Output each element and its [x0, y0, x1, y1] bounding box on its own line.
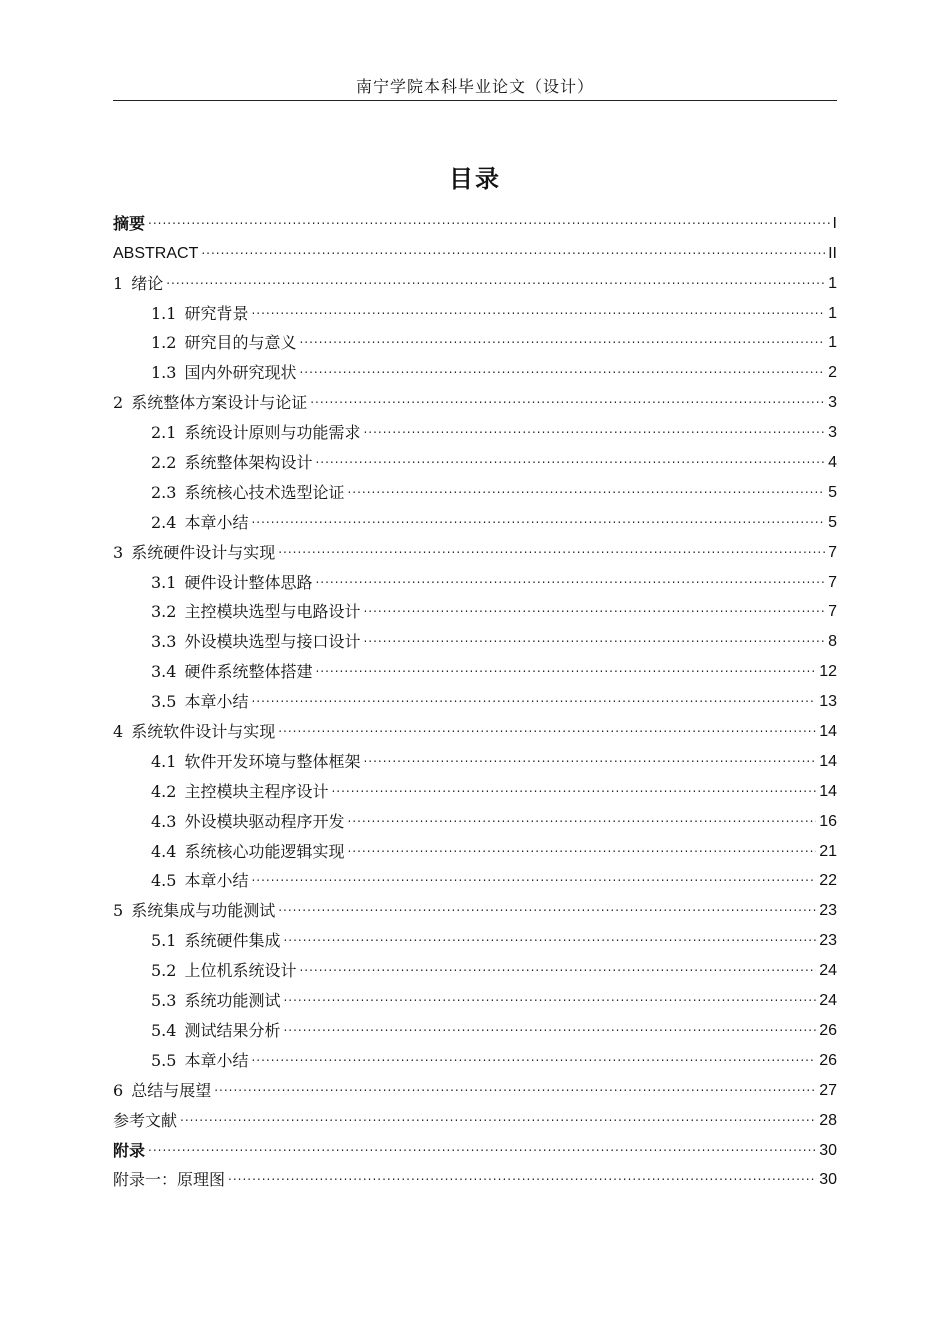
toc-leader-dots — [310, 389, 825, 409]
toc-entry[interactable] — [113, 473, 837, 503]
toc-entry[interactable] — [113, 383, 837, 413]
toc-entry[interactable] — [113, 682, 837, 712]
toc-entry[interactable] — [113, 593, 837, 623]
toc-entry[interactable] — [113, 324, 837, 354]
toc-entry-label — [151, 662, 312, 682]
toc-entry-page: 27 — [819, 1081, 837, 1099]
toc-leader-dots — [278, 897, 816, 917]
toc-entry-page: 7 — [828, 603, 837, 621]
toc-entry-page: 3 — [828, 424, 837, 442]
toc-entry-title: 附录 — [113, 1140, 146, 1160]
toc-entry[interactable] — [113, 981, 837, 1011]
toc-leader-dots — [214, 1077, 816, 1097]
toc-entry-page: 23 — [819, 932, 837, 950]
toc-entry-title: 系统整体架构设计 — [184, 453, 313, 473]
toc-leader-dots — [363, 748, 816, 768]
toc-entry-page: 14 — [819, 723, 837, 741]
toc-leader-dots — [347, 808, 816, 828]
toc-entry[interactable] — [113, 712, 837, 742]
toc-leader-dots — [299, 957, 816, 977]
toc-leader-dots — [299, 329, 825, 349]
toc-entry-title: ABSTRACT — [113, 244, 199, 262]
toc-entry-number: 1.2 — [151, 333, 177, 353]
toc-entry-page: I — [832, 214, 837, 232]
toc-entry-title: 本章小结 — [184, 871, 249, 891]
toc-entry-number: 5.3 — [151, 991, 177, 1011]
toc-entry-page: 16 — [819, 812, 837, 830]
toc-entry[interactable] — [113, 413, 837, 443]
toc-entry-number: 3.2 — [151, 602, 177, 622]
toc-entry-title: 硬件设计整体思路 — [184, 572, 313, 592]
toc-leader-dots — [347, 479, 825, 499]
toc-entry[interactable] — [113, 563, 837, 593]
toc-entry-label — [113, 214, 145, 234]
toc-entry[interactable] — [113, 533, 837, 563]
toc-entry-number: 5.5 — [151, 1050, 177, 1070]
toc-entry-page: 30 — [819, 1141, 837, 1159]
toc-leader-dots — [180, 1107, 816, 1127]
toc-entry-label — [151, 632, 360, 652]
toc-entry-number: 2.4 — [151, 512, 177, 532]
toc-leader-dots — [315, 569, 825, 589]
toc-entry-title: 系统硬件设计与实现 — [131, 542, 276, 562]
toc-entry-title: 系统设计原则与功能需求 — [184, 423, 361, 443]
toc-entry-label — [151, 602, 360, 622]
toc-entry-page: 13 — [819, 693, 837, 711]
header-rule — [113, 100, 837, 101]
toc-entry-label — [113, 244, 198, 264]
toc-entry-title: 主控模块选型与电路设计 — [184, 602, 361, 622]
toc-entry-label — [151, 1021, 280, 1041]
toc-entry[interactable] — [113, 1071, 837, 1101]
toc-entry[interactable] — [113, 353, 837, 383]
toc-entry-label — [113, 1111, 177, 1131]
toc-entry-label — [151, 304, 248, 324]
toc-entry-page: 21 — [819, 842, 837, 860]
toc-entry-label — [151, 573, 312, 593]
toc-entry-number: 3.4 — [151, 662, 177, 682]
toc-entry-label — [151, 333, 296, 353]
toc-entry-title: 国内外研究现状 — [184, 363, 297, 383]
toc-entry[interactable] — [113, 1011, 837, 1041]
toc-entry[interactable] — [113, 951, 837, 981]
toc-entry[interactable] — [113, 891, 837, 921]
toc-entry[interactable] — [113, 742, 837, 772]
toc-entry-page: 1 — [828, 274, 837, 292]
toc-entry-label — [151, 453, 312, 473]
toc-entry-page: 5 — [828, 513, 837, 531]
toc-entry-label — [151, 363, 296, 383]
toc-leader-dots — [251, 300, 825, 320]
toc-entry-title: 系统软件设计与实现 — [131, 722, 276, 742]
toc-entry-title: 系统集成与功能测试 — [131, 901, 276, 921]
toc-entry-title: 附录一：原理图 — [113, 1170, 226, 1190]
toc-entry-number: 4.1 — [151, 751, 177, 771]
toc-entry-page: 4 — [828, 454, 837, 472]
toc-entry-title: 摘要 — [113, 213, 146, 233]
toc-entry-page: 30 — [819, 1171, 837, 1189]
toc-entry-page: 3 — [828, 394, 837, 412]
toc-entry-title: 上位机系统设计 — [184, 961, 297, 981]
toc-entry[interactable] — [113, 234, 837, 264]
toc-entry-number: 2.3 — [151, 482, 177, 502]
toc-entry-number: 4.5 — [151, 871, 177, 891]
toc-entry[interactable] — [113, 802, 837, 832]
toc-entry-label — [151, 812, 344, 832]
toc-leader-dots — [331, 778, 816, 798]
toc-leader-dots — [283, 927, 816, 947]
toc-entry-title: 参考文献 — [113, 1110, 178, 1130]
toc-entry[interactable] — [113, 1161, 837, 1191]
toc-entry-number: 3 — [113, 542, 124, 562]
toc-entry[interactable] — [113, 204, 837, 234]
toc-entry-label — [151, 513, 248, 533]
toc-entry-title: 外设模块选型与接口设计 — [184, 632, 361, 652]
toc-leader-dots — [283, 987, 816, 1007]
toc-entry-page: 28 — [819, 1111, 837, 1129]
toc-title: 目录 — [449, 165, 501, 193]
toc-entry-title: 系统硬件集成 — [184, 931, 281, 951]
toc-entry-number: 4.3 — [151, 811, 177, 831]
toc-entry-label — [151, 931, 280, 951]
toc-entry-label — [151, 871, 248, 891]
toc-entry[interactable] — [113, 443, 837, 473]
toc-leader-dots — [363, 598, 825, 618]
toc-entry-label — [151, 423, 360, 443]
toc-entry[interactable] — [113, 264, 837, 294]
toc-entry[interactable] — [113, 921, 837, 951]
toc-entry-number: 2.2 — [151, 453, 177, 473]
toc-leader-dots — [315, 449, 825, 469]
toc-entry-title: 硬件系统整体搭建 — [184, 662, 313, 682]
toc-entry[interactable] — [113, 832, 837, 862]
toc-entry[interactable] — [113, 772, 837, 802]
toc-entry[interactable] — [113, 1101, 837, 1131]
toc-entry[interactable] — [113, 622, 837, 652]
toc-entry-title: 外设模块驱动程序开发 — [184, 811, 345, 831]
toc-entry-page: 12 — [819, 663, 837, 681]
toc-entry-label — [151, 842, 344, 862]
toc-entry-title: 系统核心技术选型论证 — [184, 482, 345, 502]
toc-entry-label — [113, 1170, 225, 1190]
toc-entry-title: 系统功能测试 — [184, 991, 281, 1011]
toc-entry-title: 本章小结 — [184, 512, 249, 532]
toc-entry[interactable] — [113, 503, 837, 533]
toc-entry-title: 绪论 — [131, 273, 164, 293]
toc-entry-page: 24 — [819, 962, 837, 980]
toc-entry[interactable] — [113, 1041, 837, 1071]
toc-entry-label — [113, 901, 275, 921]
toc-entry-page: II — [828, 244, 837, 262]
toc-entry-label — [151, 1051, 248, 1071]
toc-entry-title: 总结与展望 — [131, 1080, 212, 1100]
toc-entry-page: 14 — [819, 782, 837, 800]
toc-leader-dots — [166, 270, 825, 290]
toc-entry-page: 8 — [828, 633, 837, 651]
toc-entry-page: 2 — [828, 364, 837, 382]
page-header: 南宁学院本科毕业论文（设计） — [355, 77, 594, 96]
toc-entry-label — [151, 692, 248, 712]
toc-entry-number: 5 — [113, 901, 124, 921]
toc-entry-title: 本章小结 — [184, 1050, 249, 1070]
toc-entry[interactable] — [113, 652, 837, 682]
toc-entry[interactable] — [113, 1131, 837, 1161]
toc-entry[interactable] — [113, 862, 837, 892]
toc-entry-page: 26 — [819, 1051, 837, 1069]
toc-leader-dots — [148, 1137, 816, 1157]
toc-entry-page: 5 — [828, 483, 837, 501]
toc-entry-number: 2.1 — [151, 423, 177, 443]
toc-entry-page: 1 — [828, 304, 837, 322]
toc-entry-title: 系统核心功能逻辑实现 — [184, 841, 345, 861]
toc-leader-dots — [201, 240, 825, 260]
toc-entry-title: 研究背景 — [184, 303, 249, 323]
table-of-contents — [113, 204, 837, 1190]
toc-entry-number: 1.1 — [151, 303, 177, 323]
toc-entry-page: 1 — [828, 334, 837, 352]
toc-leader-dots — [283, 1017, 816, 1037]
toc-entry-title: 测试结果分析 — [184, 1020, 281, 1040]
toc-entry-number: 5.2 — [151, 961, 177, 981]
toc-entry-label — [113, 722, 275, 742]
toc-entry-page: 22 — [819, 872, 837, 890]
toc-leader-dots — [299, 359, 825, 379]
toc-leader-dots — [315, 658, 816, 678]
toc-entry-page: 24 — [819, 992, 837, 1010]
toc-entry-number: 5.1 — [151, 931, 177, 951]
toc-leader-dots — [251, 509, 825, 529]
toc-entry-number: 4.4 — [151, 841, 177, 861]
toc-entry-label — [151, 782, 328, 802]
toc-leader-dots — [251, 867, 816, 887]
toc-entry-number: 6 — [113, 1080, 124, 1100]
toc-entry-label — [113, 393, 307, 413]
toc-leader-dots — [228, 1166, 816, 1186]
toc-entry-number: 4 — [113, 722, 124, 742]
toc-entry-page: 26 — [819, 1021, 837, 1039]
toc-entry-label — [113, 543, 275, 563]
toc-entry-number: 5.4 — [151, 1020, 177, 1040]
toc-entry-number: 2 — [113, 393, 124, 413]
toc-entry-label — [151, 991, 280, 1011]
toc-entry-page: 14 — [819, 752, 837, 770]
toc-entry-page: 7 — [828, 543, 837, 561]
toc-leader-dots — [148, 210, 830, 230]
toc-entry-label — [113, 274, 163, 294]
toc-entry-label — [113, 1081, 211, 1101]
toc-entry-title: 本章小结 — [184, 692, 249, 712]
toc-entry-title: 软件开发环境与整体框架 — [184, 751, 361, 771]
toc-leader-dots — [363, 419, 825, 439]
toc-entry-number: 1 — [113, 273, 124, 293]
toc-entry-number: 3.5 — [151, 692, 177, 712]
toc-leader-dots — [278, 718, 816, 738]
toc-entry-number: 3.1 — [151, 572, 177, 592]
toc-entry-label — [151, 752, 360, 772]
toc-entry-label — [151, 483, 344, 503]
toc-entry-page: 7 — [828, 573, 837, 591]
toc-entry-title: 研究目的与意义 — [184, 333, 297, 353]
toc-leader-dots — [251, 688, 816, 708]
toc-entry-number: 1.3 — [151, 363, 177, 383]
toc-entry-page: 23 — [819, 902, 837, 920]
toc-entry-title: 系统整体方案设计与论证 — [131, 393, 308, 413]
toc-entry-number: 3.3 — [151, 632, 177, 652]
toc-leader-dots — [363, 628, 825, 648]
toc-entry-number: 4.2 — [151, 781, 177, 801]
toc-leader-dots — [251, 1047, 816, 1067]
toc-entry-title: 主控模块主程序设计 — [184, 781, 329, 801]
toc-leader-dots — [278, 539, 825, 559]
toc-entry-label — [151, 961, 296, 981]
toc-leader-dots — [347, 838, 816, 858]
toc-entry-label — [113, 1141, 145, 1161]
toc-entry[interactable] — [113, 294, 837, 324]
